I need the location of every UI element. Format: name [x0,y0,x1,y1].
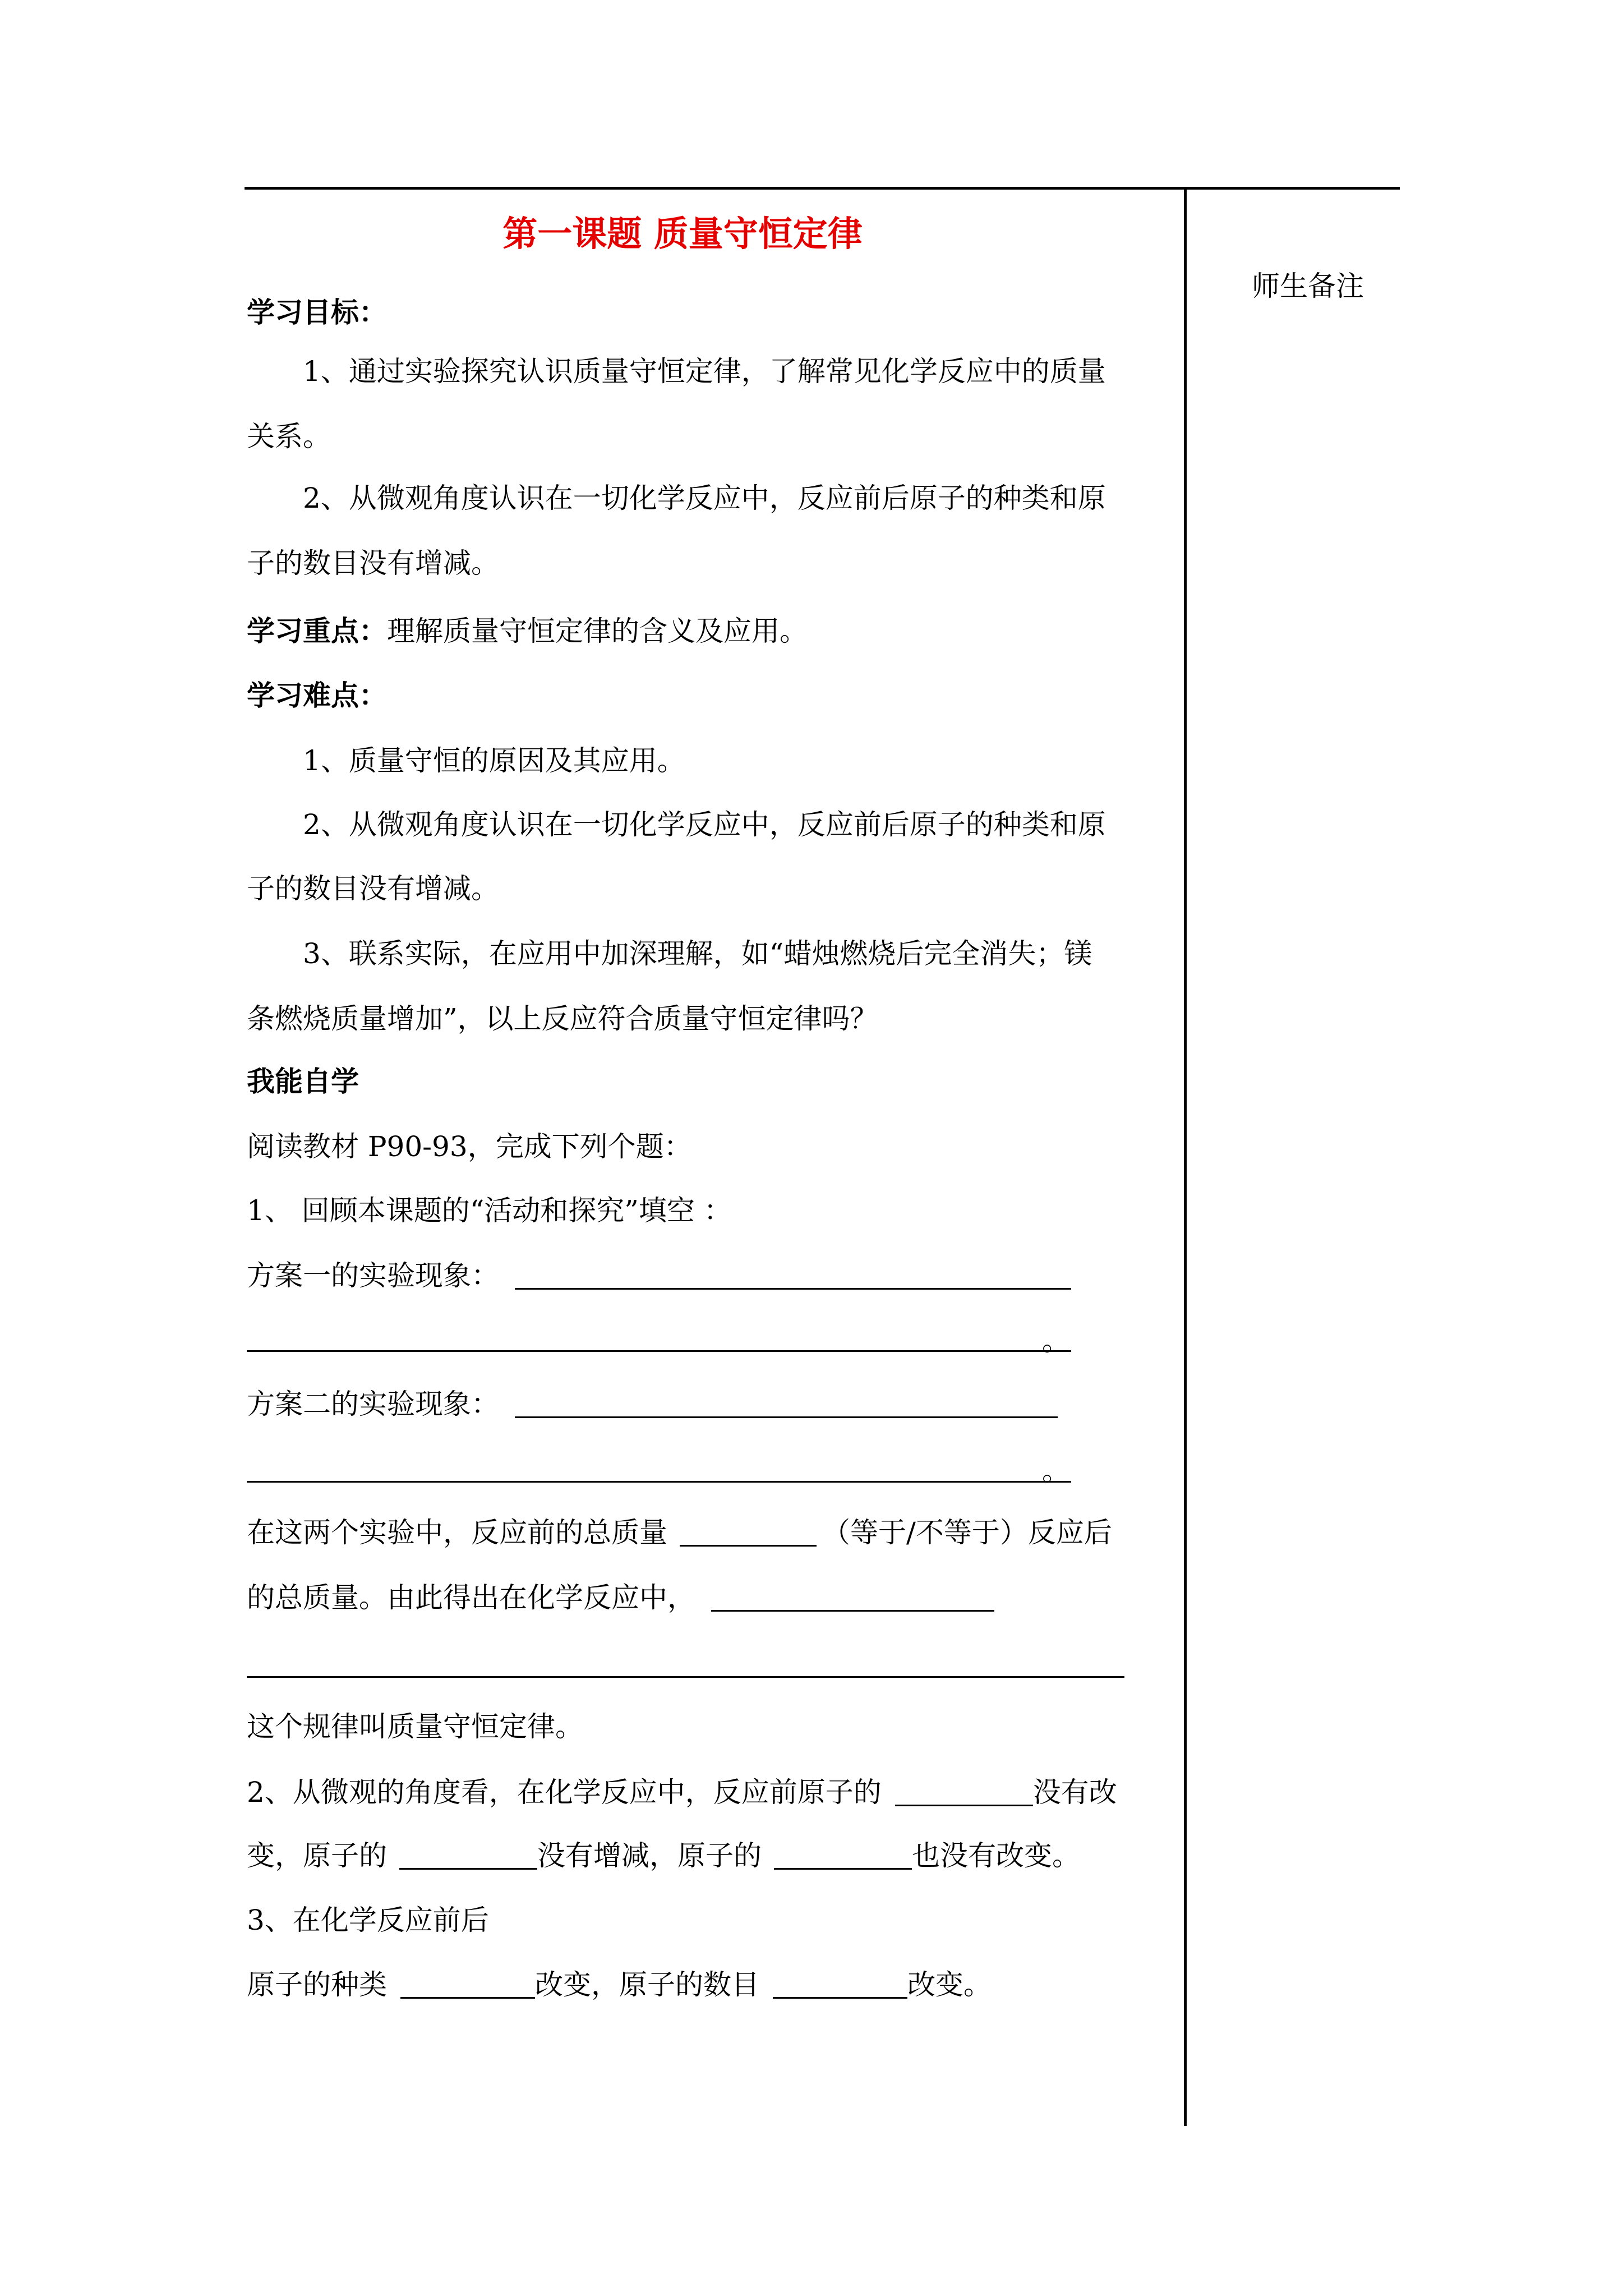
q2-blank-2[interactable] [399,1840,537,1870]
conclusion-blank[interactable] [711,1582,994,1612]
q3-blank-1[interactable] [400,1969,535,1999]
question-3-line [247,1968,992,2001]
difficulty-3-line2: 条燃烧质量增加”，以上反应符合质量守恒定律吗？ [247,1002,878,1035]
plan-2-label: 方案二的实验现象： [247,1388,499,1420]
objective-1-line2: 关系。 [247,420,331,453]
q3-text-a: 原子的种类 [247,1968,387,2001]
self-study-intro: 阅读教材 P90-93，完成下列个题： [247,1130,692,1163]
law-statement: 这个规律叫质量守恒定律。 [247,1710,583,1743]
q2-text-d: 没有增减，原子的 [537,1839,762,1872]
side-note-label: 师生备注 [1252,270,1364,302]
difficulty-heading: 学习难点： [247,679,387,712]
difficulty-2-line1: 2、从微观角度认识在一切化学反应中，反应前后原子的种类和原 [303,808,1106,841]
objectives-heading: 学习目标： [247,296,387,329]
question-2-line2 [247,1839,1080,1872]
q2-text-a: 2、从微观的角度看，在化学反应中，反应前原子的 [247,1776,882,1809]
mass-text-c: 的总质量。由此得出在化学反应中， [247,1581,695,1614]
question-3: 3、在化学反应前后 [247,1904,489,1936]
plan-1-line [247,1259,1071,1292]
q3-blank-2[interactable] [773,1969,907,1999]
mass-compare-blank[interactable] [680,1517,817,1547]
mass-text-b: （等于/不等于）反应后 [822,1516,1112,1549]
q2-blank-3[interactable] [774,1840,912,1870]
page-title: 第一课题 质量守恒定律 [502,213,863,254]
q2-text-b: 没有改 [1032,1776,1117,1809]
plan-1-period: 。 [1042,1324,1070,1357]
mass-text-a: 在这两个实验中，反应前的总质量 [247,1516,667,1549]
key-point-heading: 学习重点： [247,615,387,647]
objective-1-line1: 1、通过实验探究认识质量守恒定律，了解常见化学反应中的质量 [303,355,1106,388]
difficulty-1: 1、质量守恒的原因及其应用。 [303,744,685,777]
plan-1-label: 方案一的实验现象： [247,1259,499,1292]
plan-2-continuation-blank[interactable] [247,1481,1071,1483]
q3-text-b: 改变，原子的数目 [535,1968,759,2001]
conclusion-continuation-blank[interactable] [247,1676,1124,1678]
key-point-line [247,614,808,648]
objective-2-line2: 子的数目没有增减。 [247,547,499,579]
question-2-line1 [247,1775,1117,1809]
plan-1-blank[interactable] [515,1260,1071,1290]
plan-2-blank[interactable] [515,1388,1058,1418]
q2-text-c: 变，原子的 [247,1839,387,1872]
plan-1-continuation-blank[interactable] [247,1350,1071,1352]
difficulty-2-line2: 子的数目没有增减。 [247,872,499,905]
key-point-text: 理解质量守恒定律的含义及应用。 [387,615,808,647]
q2-blank-1[interactable] [895,1777,1033,1806]
objective-2-line1: 2、从微观角度认识在一切化学反应中，反应前后原子的种类和原 [303,482,1106,514]
question-1: 1、 回顾本课题的“活动和探究”填空 ： [247,1194,732,1227]
margin-divider [1184,187,1187,2126]
difficulty-3-line1: 3、联系实际，在应用中加深理解，如“蜡烛燃烧后完全消失；镁 [303,937,1092,970]
plan-2-line [247,1387,1058,1421]
top-rule [245,187,1400,190]
self-study-heading: 我能自学 [247,1065,359,1098]
mass-line-1 [247,1516,1112,1549]
q3-text-c: 改变。 [907,1968,992,2001]
plan-2-period: 。 [1042,1455,1070,1487]
mass-line-2 [247,1581,994,1614]
q2-text-e: 也没有改变。 [912,1839,1080,1872]
